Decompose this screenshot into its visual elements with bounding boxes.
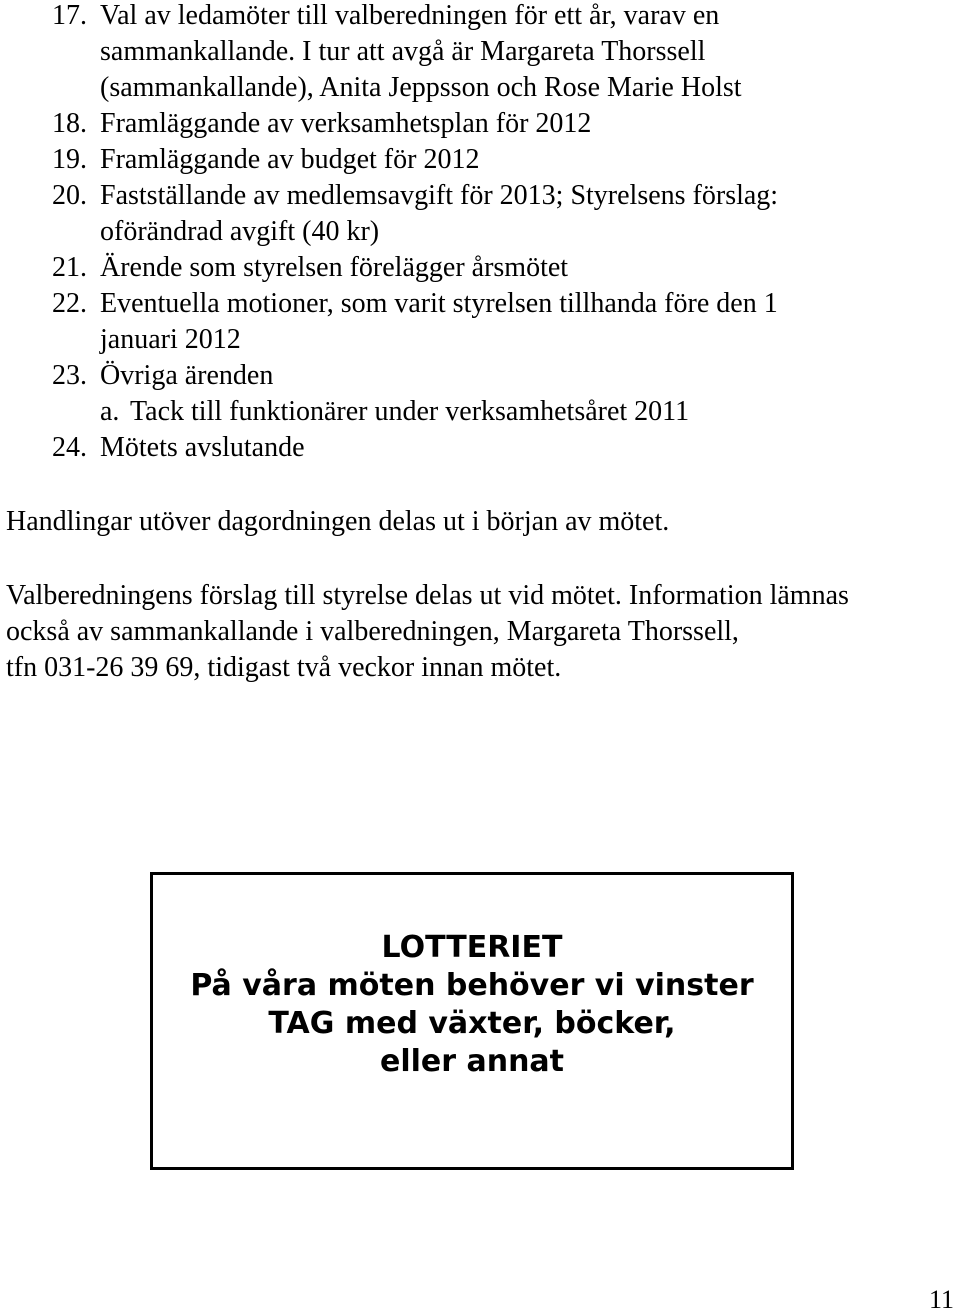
agenda-item-text: Övriga ärenden	[100, 360, 274, 391]
agenda-item-number: 18.	[52, 108, 87, 139]
agenda-item-23	[52, 358, 932, 394]
page-number: 11	[928, 1285, 954, 1314]
agenda-item-24	[52, 430, 932, 466]
agenda-item-text: (sammankallande), Anita Jeppsson och Rose Marie Holst	[100, 72, 742, 103]
agenda-item-text: Ärende som styrelsen förelägger årsmötet	[100, 252, 569, 283]
agenda-item-text: Val av ledamöter till valberedningen för ett år, varav en	[100, 0, 720, 31]
agenda-item-number: a.	[100, 396, 120, 427]
agenda-item-text: oförändrad avgift (40 kr)	[100, 216, 380, 247]
agenda-item-number: 21.	[52, 252, 87, 283]
valberedning-line: också av sammankallande i valberedningen, Margareta Thorssell,	[6, 616, 739, 647]
valberedning-line: Valberedningens förslag till styrelse delas ut vid mötet. Information lämnas	[6, 580, 849, 611]
agenda-item-text: Framläggande av verksamhetsplan för 2012	[100, 108, 592, 139]
agenda-item-number: 23.	[52, 360, 87, 391]
agenda-item-17	[52, 0, 932, 106]
valberedning-line: tfn 031-26 39 69, tidigast två veckor innan mötet.	[6, 652, 562, 683]
agenda-item-18	[52, 106, 932, 142]
agenda-item-number: 22.	[52, 288, 87, 319]
agenda-item-text: Eventuella motioner, som varit styrelsen tillhanda före den 1	[100, 288, 778, 319]
agenda-item-text: januari 2012	[100, 324, 241, 355]
lottery-line: eller annat	[379, 1044, 565, 1079]
agenda-item-text: Framläggande av budget för 2012	[100, 144, 480, 175]
agenda-item-text: Mötets avslutande	[100, 432, 305, 463]
lottery-notice-box	[150, 872, 794, 1170]
lottery-line: På våra möten behöver vi vinster	[190, 968, 754, 1003]
lottery-title: LOTTERIET	[381, 930, 563, 965]
handlingar-paragraph: Handlingar utöver dagordningen delas ut i början av mötet.	[6, 506, 670, 537]
valberedning-paragraph	[6, 578, 956, 686]
agenda-subitem-a	[100, 394, 960, 430]
agenda-item-number: 17.	[52, 0, 87, 31]
agenda-item-22	[52, 286, 932, 358]
agenda-item-text: sammankallande. I tur att avgå är Margareta Thorssell	[100, 36, 706, 67]
agenda-item-number: 19.	[52, 144, 87, 175]
lottery-line: TAG med växter, böcker,	[268, 1006, 676, 1041]
agenda-item-number: 24.	[52, 432, 87, 463]
agenda-item-19	[52, 142, 932, 178]
agenda-item-number: 20.	[52, 180, 87, 211]
agenda-item-text: Fastställande av medlemsavgift för 2013; Styrelsens förslag:	[100, 180, 779, 211]
lottery-notice-text	[153, 929, 791, 1081]
agenda-item-text: Tack till funktionärer under verksamhetsåret 2011	[130, 396, 690, 427]
agenda-item-20	[52, 178, 932, 250]
agenda-item-21	[52, 250, 932, 286]
